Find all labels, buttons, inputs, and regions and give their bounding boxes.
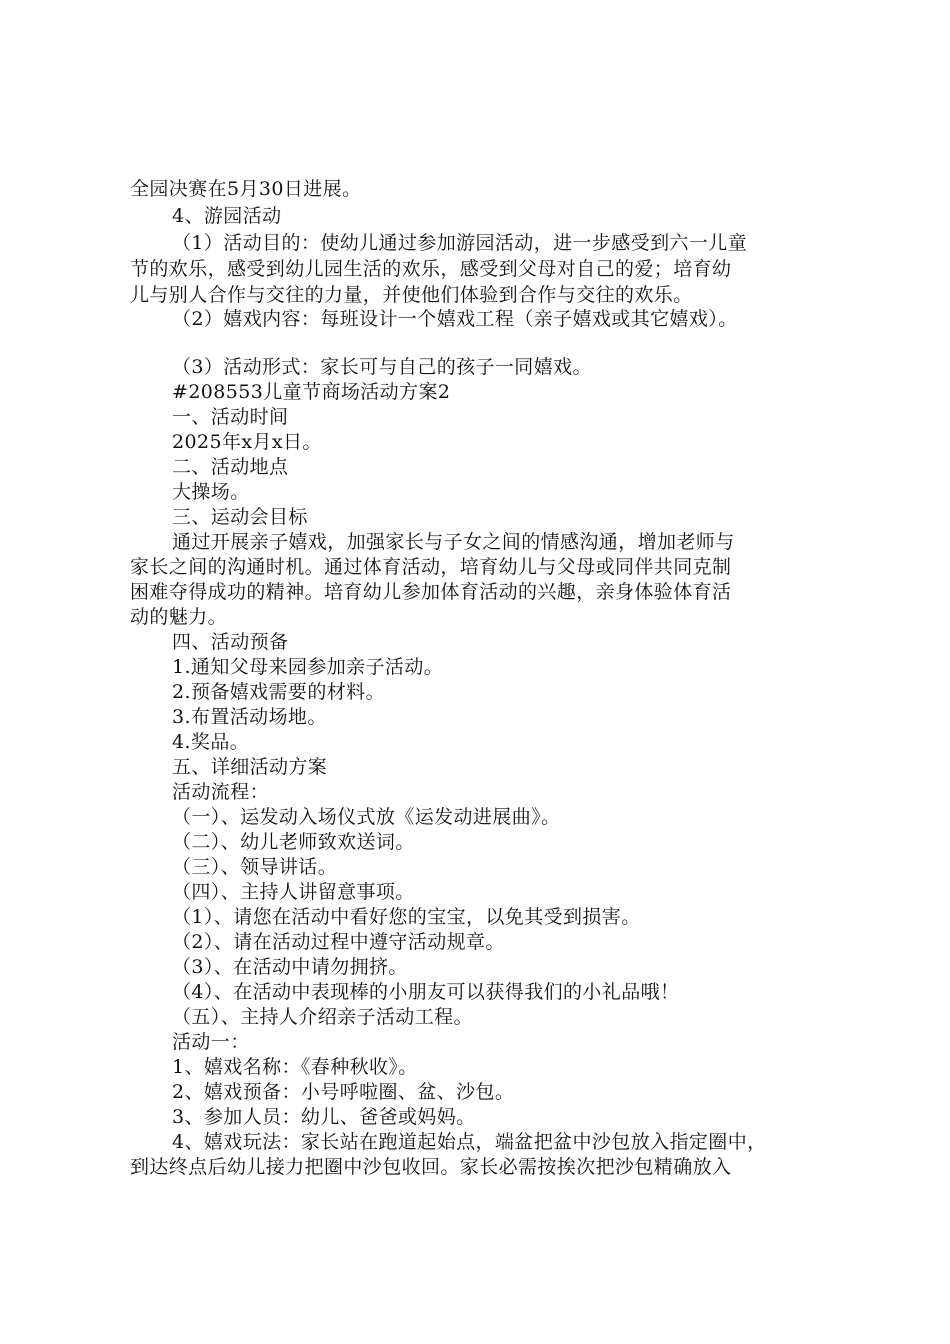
list-item: 4.奖品。 [172, 731, 250, 753]
list-item: （四）、主持人讲留意事项。 [172, 881, 415, 903]
text-line: 大操场。 [172, 481, 250, 503]
document-title: #208553儿童节商场活动方案2 [172, 381, 451, 403]
list-item: （三）、领导讲话。 [172, 856, 338, 878]
list-item: （一）、运发动入场仪式放《运发动进展曲》。 [172, 806, 561, 828]
text-line: （1）活动目的：使幼儿通过参加游园活动，进一步感受到六一儿童 [172, 232, 748, 254]
list-item: （二）、幼儿老师致欢送词。 [172, 831, 415, 853]
section-heading: 五、详细活动方案 [172, 756, 328, 778]
text-line: 到达终点后幼儿接力把圈中沙包收回。家长必需按挨次把沙包精确放入 [130, 1156, 732, 1178]
list-item: 3.布置活动场地。 [172, 706, 327, 728]
text-line: 活动流程： [172, 781, 270, 803]
list-item: （2）、请在活动过程中遵守活动规章。 [172, 931, 505, 953]
list-item: 2、嬉戏预备：小号呼啦圈、盆、沙包。 [172, 1081, 515, 1103]
list-item: 2.预备嬉戏需要的材料。 [172, 681, 385, 703]
text-line: 通过开展亲子嬉戏，加强家长与子女之间的情感沟通，增加老师与 [172, 531, 735, 553]
text-line: 2025年x月x日。 [172, 431, 322, 453]
list-item: （3）、在活动中请勿拥挤。 [172, 956, 408, 978]
list-item: （五）、主持人介绍亲子活动工程。 [172, 1006, 473, 1028]
list-item: （4）、在活动中表现棒的小朋友可以获得我们的小礼品哦！ [172, 981, 680, 1003]
section-heading: 一、活动时间 [172, 406, 289, 428]
text-line: 活动一： [172, 1031, 250, 1053]
list-item: 1.通知父母来园参加亲子活动。 [172, 656, 444, 678]
text-line: 家长之间的沟通时机。通过体育活动，培育幼儿与父母或同伴共同克制 [130, 556, 732, 578]
section-heading: 四、活动预备 [172, 631, 289, 653]
text-line: （2）嬉戏内容：每班设计一个嬉戏工程（亲子嬉戏或其它嬉戏）。 [172, 308, 738, 330]
list-item: 4、嬉戏玩法：家长站在跑道起始点，端盆把盆中沙包放入指定圈中， [172, 1131, 767, 1153]
list-item: 1、嬉戏名称：《春种秋收》。 [172, 1056, 418, 1078]
section-heading: 4、游园活动 [172, 205, 282, 227]
text-line: 困难夺得成功的精神。培育幼儿参加体育活动的兴趣，亲身体验体育活 [130, 581, 732, 603]
section-heading: 二、活动地点 [172, 456, 289, 478]
text-line: 儿与别人合作与交往的力量，并使他们体验到合作与交往的欢乐。 [130, 284, 693, 306]
text-line: 动的魅力。 [130, 606, 228, 628]
list-item: 3、参加人员：幼儿、爸爸或妈妈。 [172, 1106, 476, 1128]
text-line: 节的欢乐，感受到幼儿园生活的欢乐，感受到父母对自己的爱；培育幼 [130, 258, 732, 280]
list-item: （1）、请您在活动中看好您的宝宝，以免其受到损害。 [172, 906, 641, 928]
text-line: （3）活动形式：家长可与自己的孩子一同嬉戏。 [172, 356, 592, 378]
text-line: 全园决赛在5月30日进展。 [130, 178, 362, 200]
section-heading: 三、运动会目标 [172, 506, 308, 528]
